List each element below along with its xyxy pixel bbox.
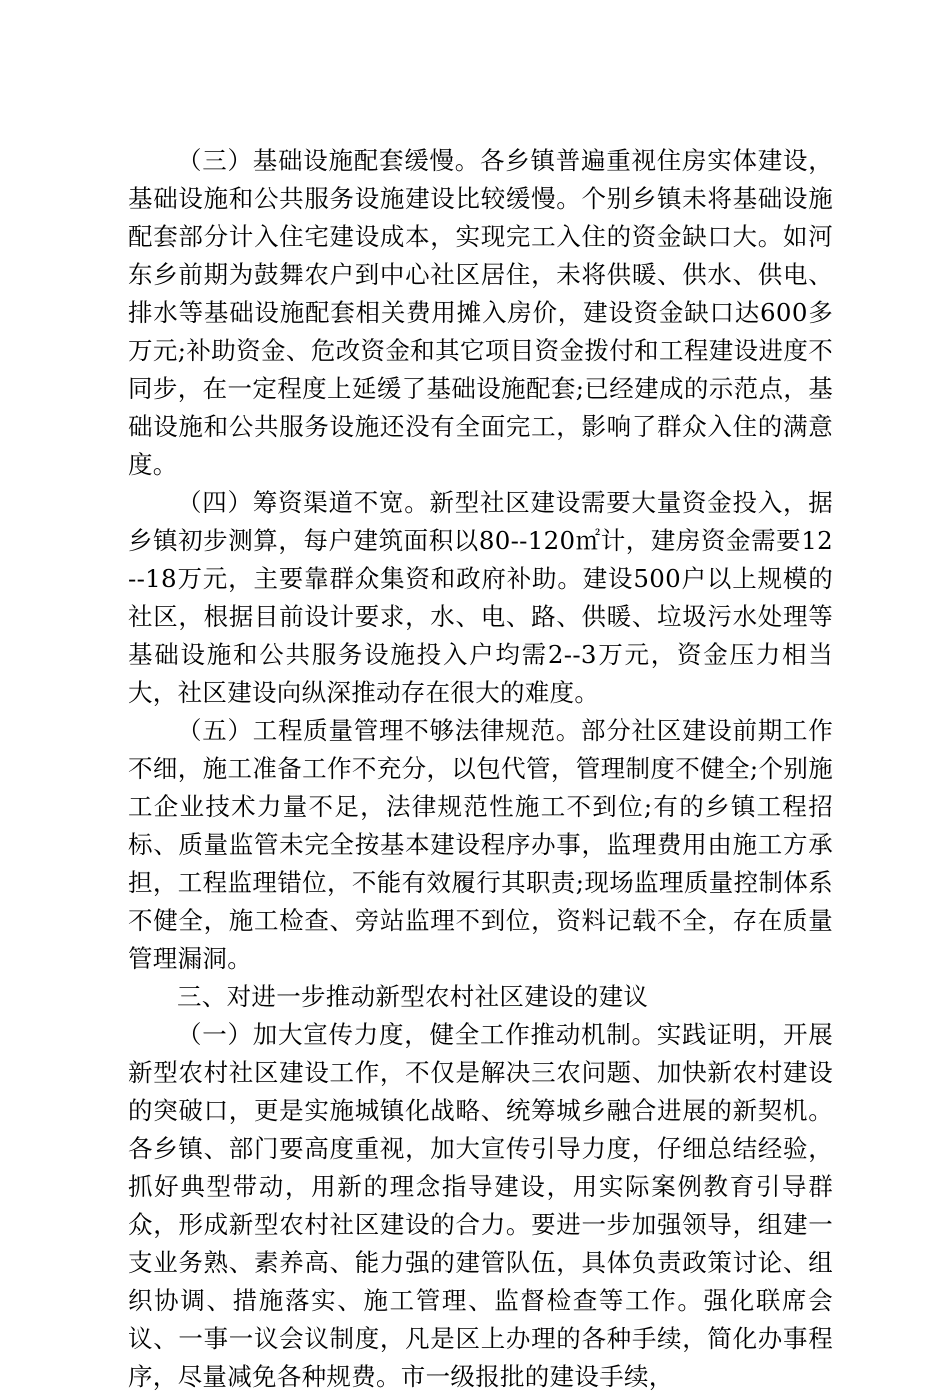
paragraph-quality-management: （五）工程质量管理不够法律规范。部分社区建设前期工作不细，施工准备工作不充分，以包代管，管理制度不健全;个别施工企业技术力量不足，法律规范性施工不到位;有的乡镇工程招标、质量监管未完全按基本建设程序办事，监理费用由施工方承担，工程监理错位，不能有效履行其职责;现场监理质量控制体系不健全，施工检查、旁站监理不到位，资料记载不全，存在质量管理漏洞。 bbox=[128, 716, 833, 973]
paragraph-funding-channels: （四）筹资渠道不宽。新型社区建设需要大量资金投入，据乡镇初步测算，每户建筑面积以80--120㎡计，建房资金需要12--18万元，主要靠群众集资和政府补助。建设500户以上规模的社区，根据目前设计要求，水、电、路、供暖、垃圾污水处理等基础设施和公共服务设施投入户均需2--3万元，资金压力相当大，社区建设向纵深推动存在很大的难度。 bbox=[128, 488, 833, 707]
paragraph-infrastructure: （三）基础设施配套缓慢。各乡镇普遍重视住房实体建设，基础设施和公共服务设施建设比较缓慢。个别乡镇未将基础设施配套部分计入住宅建设成本，实现完工入住的资金缺口大。如河东乡前期为鼓舞农户到中心社区居住，未将供暖、供水、供电、排水等基础设施配套相关费用摊入房价，建设资金缺口达600多万元;补助资金、危改资金和其它项目资金拨付和工程建设进度不同步，在一定程度上延缓了基础设施配套;已经建成的示范点，基础设施和公共服务设施还没有全面完工，影响了群众入住的满意度。 bbox=[128, 146, 833, 479]
section-heading: 三、对进一步推动新型农村社区建设的建议 bbox=[177, 982, 649, 1011]
document-body bbox=[128, 142, 833, 1396]
paragraph-publicity: （一）加大宣传力度，健全工作推动机制。实践证明，开展新型农村社区建设工作，不仅是解决三农问题、加快新农村建设的突破口，更是实施城镇化战略、统筹城乡融合进展的新契机。各乡镇、部门要高度重视，加大宣传引导力度，仔细总结经验，抓好典型带动，用新的理念指导建设，用实际案例教育引导群众，形成新型农村社区建设的合力。要进一步加强领导，组建一支业务熟、素养高、能力强的建管队伍，具体负责政策讨论、组织协调、措施落实、施工管理、监督检查等工作。强化联席会议、一事一议会议制度，凡是区上办理的各种手续，简化办事程序，尽量减免各种规费。市一级报批的建设手续， bbox=[128, 1020, 833, 1391]
